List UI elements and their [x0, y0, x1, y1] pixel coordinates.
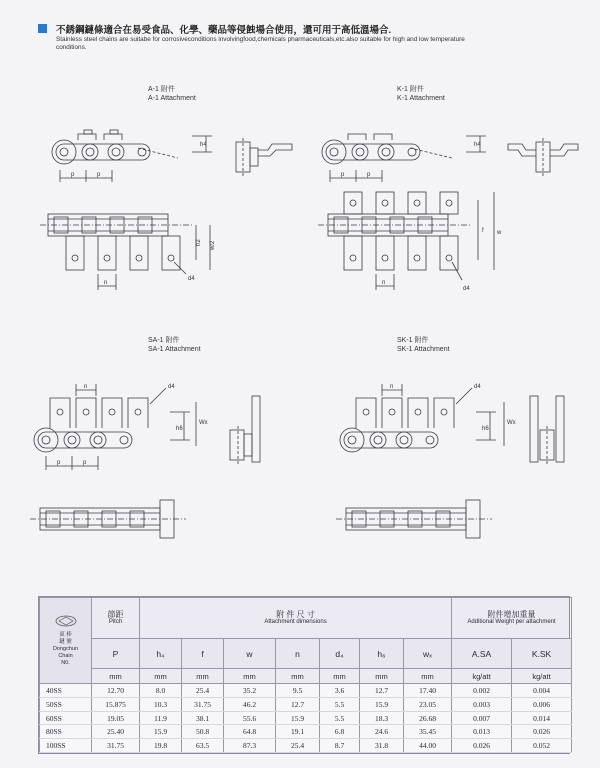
unit-cell: mm	[92, 669, 140, 684]
a1-end-view	[236, 138, 292, 176]
cell-w: 46.2	[224, 697, 276, 711]
cell-h6: 31.8	[360, 739, 404, 753]
symbol-ksk: K.SK	[512, 639, 572, 669]
dim-h4-a1: h4	[200, 142, 207, 148]
cell-ksk: 0.052	[512, 739, 572, 753]
cell-ksk: 0.014	[512, 711, 572, 725]
symbol-h4: h₄	[140, 639, 182, 669]
table-row	[40, 697, 572, 711]
cell-h6: 24.6	[360, 725, 404, 739]
brand-en-2: Chain	[58, 652, 73, 659]
a1-top-view	[40, 214, 216, 290]
cell-h6: 15.9	[360, 697, 404, 711]
cell-asa: 0.002	[452, 684, 512, 698]
cell-d4: 8.7	[320, 739, 360, 753]
dim-h6-sk1: h6	[482, 426, 489, 432]
unit-cell: mm	[404, 669, 452, 684]
caption-k1-code: K-1 附件	[397, 86, 424, 93]
dim-h6-sa1: h6	[176, 426, 183, 432]
caption-k1-name: K-1 Attachment	[397, 94, 445, 102]
dim-p-k1-2: p	[367, 172, 371, 178]
cell-h6: 18.3	[360, 711, 404, 725]
cell-n: 9.5	[276, 684, 320, 698]
unit-cell: mm	[360, 669, 404, 684]
dim-p-sa1-1: p	[57, 460, 61, 466]
dim-p-a1-2: p	[97, 172, 101, 178]
sa1-top-view	[30, 500, 186, 538]
unit-cell: mm	[320, 669, 360, 684]
dim-f-k1: f	[482, 228, 484, 234]
dim-n-sa1: n	[84, 384, 88, 390]
cell-p: 25.40	[92, 725, 140, 739]
cell-d4: 3.6	[320, 684, 360, 698]
pitch-en: Pitch	[108, 619, 123, 626]
cell-p: 31.75	[92, 739, 140, 753]
dim-w2-a1: w/2	[210, 240, 216, 250]
spec-table	[38, 596, 570, 754]
weight-header-cell	[452, 598, 572, 639]
row-chain-no: 100SS	[40, 739, 92, 753]
dim-p-k1-1: p	[341, 172, 345, 178]
unit-row	[40, 669, 572, 684]
brand-zh-1: 東	[59, 631, 65, 638]
sa1-side-view	[34, 384, 208, 470]
dim-h4-k1: h4	[474, 142, 481, 148]
cell-h4: 8.0	[140, 684, 182, 698]
brand-header-cell	[40, 598, 92, 684]
attach-zh: 附 件 尺 寸	[276, 610, 315, 620]
cell-wx: 17.40	[404, 684, 452, 698]
caption-sa1-code: SA-1 附件	[148, 337, 180, 344]
dim-d4-a1: d4	[188, 276, 195, 282]
row-chain-no: 50SS	[40, 697, 92, 711]
sk1-end-view	[530, 396, 564, 464]
pitch-header-cell	[92, 598, 140, 639]
title-chinese: 不銹鋼鏈條適合在易受食品、化學、藥品等侵蝕場合使用，還可用于高低溫場合.	[56, 25, 392, 36]
cell-f: 63.5	[182, 739, 224, 753]
unit-cell: kg/att	[452, 669, 512, 684]
table-row	[40, 739, 572, 753]
row-chain-no: 40SS	[40, 684, 92, 698]
cell-wx: 23.05	[404, 697, 452, 711]
cell-ksk: 0.026	[512, 725, 572, 739]
cell-w: 55.6	[224, 711, 276, 725]
k1-side-view	[322, 134, 486, 182]
row-chain-no: 80SS	[40, 725, 92, 739]
cell-p: 15.875	[92, 697, 140, 711]
dim-w-k1: w	[497, 230, 502, 236]
a1-side-view	[52, 130, 212, 182]
symbol-row	[40, 639, 572, 669]
attach-header-cell	[140, 598, 452, 639]
cell-wx: 44.00	[404, 739, 452, 753]
brand-en-3: N0.	[61, 659, 70, 666]
cell-n: 19.1	[276, 725, 320, 739]
cell-p: 12.70	[92, 684, 140, 698]
dim-n-sk1: n	[390, 384, 394, 390]
dim-d4-sk1: d4	[474, 384, 481, 390]
brand-logo-icon	[55, 615, 77, 627]
k1-top-view	[318, 192, 502, 292]
cell-w: 87.3	[224, 739, 276, 753]
cell-f: 50.8	[182, 725, 224, 739]
cell-asa: 0.007	[452, 711, 512, 725]
cell-h6: 12.7	[360, 684, 404, 698]
dim-p-sa1-2: p	[83, 460, 87, 466]
title-english: Stainless steel chains are suitabe for corrosiveconditions involvingfood,chemicals pharmaceuticals,etc.also suitable for high and low temperature conditions.	[56, 36, 465, 51]
dim-n-a1: n	[104, 280, 108, 286]
symbol-asa: A.SA	[452, 639, 512, 669]
cell-d4: 5.5	[320, 711, 360, 725]
sk1-top-view	[336, 500, 492, 538]
caption-a1-name: A-1 Attachment	[148, 94, 196, 102]
symbol-wx: wₓ	[404, 639, 452, 669]
cell-n: 25.4	[276, 739, 320, 753]
cell-h4: 15.9	[140, 725, 182, 739]
brand-en-1: Dongchun	[52, 645, 79, 652]
cell-w: 64.8	[224, 725, 276, 739]
brand-zh-2: 棒	[66, 631, 72, 638]
dim-wx-sk1: Wx	[507, 420, 516, 426]
dim-p-a1-1: p	[71, 172, 75, 178]
cell-d4: 6.8	[320, 725, 360, 739]
cell-h4: 11.9	[140, 711, 182, 725]
cell-h4: 19.8	[140, 739, 182, 753]
unit-cell: mm	[276, 669, 320, 684]
table-row	[40, 684, 572, 698]
caption-sk1-code: SK-1 附件	[397, 337, 429, 344]
symbol-h6: h₆	[360, 639, 404, 669]
cell-ksk: 0.004	[512, 684, 572, 698]
brand-zh-3: 鏈	[59, 638, 65, 645]
attach-en: Attachment dimensions	[264, 619, 327, 626]
cell-asa: 0.013	[452, 725, 512, 739]
cell-ksk: 0.006	[512, 697, 572, 711]
symbol-f: f	[182, 639, 224, 669]
unit-cell: mm	[182, 669, 224, 684]
cell-asa: 0.026	[452, 739, 512, 753]
caption-a1-code: A-1 附件	[148, 86, 175, 93]
cell-f: 38.1	[182, 711, 224, 725]
weight-en: Additional Weight per attachment	[467, 619, 556, 626]
sk1-side-view	[340, 384, 516, 452]
dim-wx-sa1: Wx	[199, 420, 208, 426]
cell-w: 35.2	[224, 684, 276, 698]
cell-n: 12.7	[276, 697, 320, 711]
cell-d4: 5.5	[320, 697, 360, 711]
caption-sa1-name: SA-1 Attachment	[148, 345, 201, 353]
table-row	[40, 725, 572, 739]
cell-h4: 10.3	[140, 697, 182, 711]
cell-wx: 35.45	[404, 725, 452, 739]
row-chain-no: 60SS	[40, 711, 92, 725]
cell-asa: 0.003	[452, 697, 512, 711]
symbol-w: w	[224, 639, 276, 669]
symbol-n: n	[276, 639, 320, 669]
weight-zh: 附件增加重量	[487, 610, 536, 620]
cell-p: 19.05	[92, 711, 140, 725]
unit-cell: kg/att	[512, 669, 572, 684]
unit-cell: mm	[140, 669, 182, 684]
sa1-end-view	[230, 396, 260, 464]
k1-end-view	[508, 138, 578, 176]
cell-f: 31.75	[182, 697, 224, 711]
dim-f2-a1: f/2	[196, 239, 202, 246]
dim-d4-sa1: d4	[168, 384, 175, 390]
caption-sk1-name: SK-1 Attachment	[397, 345, 450, 353]
symbol-p: P	[92, 639, 140, 669]
table-row	[40, 711, 572, 725]
cell-f: 25.4	[182, 684, 224, 698]
cell-n: 15.9	[276, 711, 320, 725]
brand-zh-4: 號	[66, 638, 72, 645]
dim-d4-k1: d4	[463, 286, 470, 292]
dim-n-k1: n	[382, 280, 386, 286]
pitch-zh: 節距	[107, 610, 124, 620]
symbol-d4: d₄	[320, 639, 360, 669]
unit-cell: mm	[224, 669, 276, 684]
cell-wx: 26.68	[404, 711, 452, 725]
